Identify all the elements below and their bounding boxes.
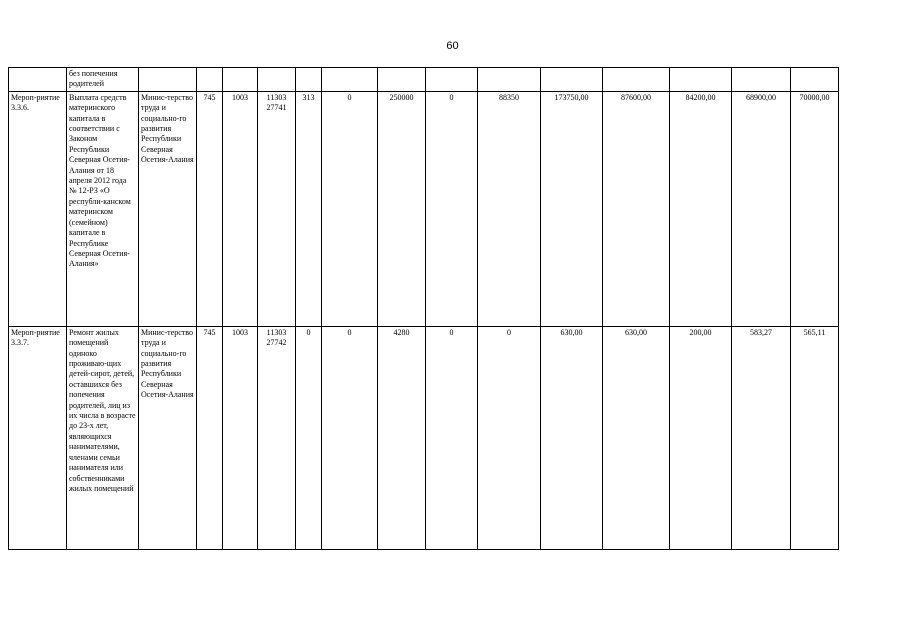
cell-value <box>378 68 426 92</box>
cell-value: 68900,00 <box>732 91 791 326</box>
cell-value: 630,00 <box>541 326 603 549</box>
cell-code: Мероп-риятие 3.3.6. <box>9 91 67 326</box>
cell-grbs: 745 <box>197 326 223 549</box>
cell-value: 84200,00 <box>670 91 732 326</box>
table-row <box>9 91 839 326</box>
cell-csr: 11303 27741 <box>258 91 296 326</box>
page-number: 60 <box>446 40 459 52</box>
cell-value <box>791 68 839 92</box>
cell-value <box>603 68 670 92</box>
cell-executor <box>139 68 197 92</box>
cell-value <box>670 68 732 92</box>
cell-executor: Минис-терство труда и социально-го развития Республики Северная Осетия-Алания <box>139 326 197 549</box>
table-row <box>9 326 839 549</box>
cell-name: Выплата средств материнского капитала в соответствии с Законом Республики Северная Осетия-Алания от 18 апреля 2012 года № 12-РЗ «О республи-канском материнском (семейном) капитале в Республике Северная Осетия-Алания» <box>67 91 139 326</box>
cell-value: 87600,00 <box>603 91 670 326</box>
cell-value: 4280 <box>378 326 426 549</box>
cell-code: Мероп-риятие 3.3.7. <box>9 326 67 549</box>
cell-value: 0 <box>426 91 478 326</box>
cell-value <box>541 68 603 92</box>
cell-name: без попечения родителей <box>67 68 139 92</box>
cell-grbs: 745 <box>197 91 223 326</box>
cell-value <box>296 68 322 92</box>
cell-value <box>322 68 378 92</box>
continuation-row <box>9 68 839 92</box>
cell-value: 0 <box>322 326 378 549</box>
cell-value: 630,00 <box>603 326 670 549</box>
cell-value: 200,00 <box>670 326 732 549</box>
cell-rzpr: 1003 <box>223 91 258 326</box>
cell-value: 88350 <box>478 91 541 326</box>
cell-value: 0 <box>322 91 378 326</box>
cell-value: 583,27 <box>732 326 791 549</box>
cell-value <box>258 68 296 92</box>
budget-table <box>8 67 839 550</box>
cell-csr: 11303 27742 <box>258 326 296 549</box>
cell-value <box>732 68 791 92</box>
cell-executor: Минис-терство труда и социально-го развития Республики Северная Осетия-Алания <box>139 91 197 326</box>
cell-value: 565,11 <box>791 326 839 549</box>
cell-value: 250000 <box>378 91 426 326</box>
cell-vr: 0 <box>296 326 322 549</box>
cell-value: 70000,00 <box>791 91 839 326</box>
cell-value: 173750,00 <box>541 91 603 326</box>
cell-value: 0 <box>478 326 541 549</box>
cell-value <box>426 68 478 92</box>
cell-value <box>478 68 541 92</box>
cell-rzpr: 1003 <box>223 326 258 549</box>
cell-value: 0 <box>426 326 478 549</box>
cell-name: Ремонт жилых помещений одиноко проживаю-щих детей-сирот, детей, оставшихся без попечения родителей, лиц из их числа в возрасте до 23-х лет, являющихся нанимателями, членами семьи нанимателя или собственниками жилых помещений <box>67 326 139 549</box>
cell-value <box>223 68 258 92</box>
cell-vr: 313 <box>296 91 322 326</box>
cell-value <box>197 68 223 92</box>
cell-code <box>9 68 67 92</box>
